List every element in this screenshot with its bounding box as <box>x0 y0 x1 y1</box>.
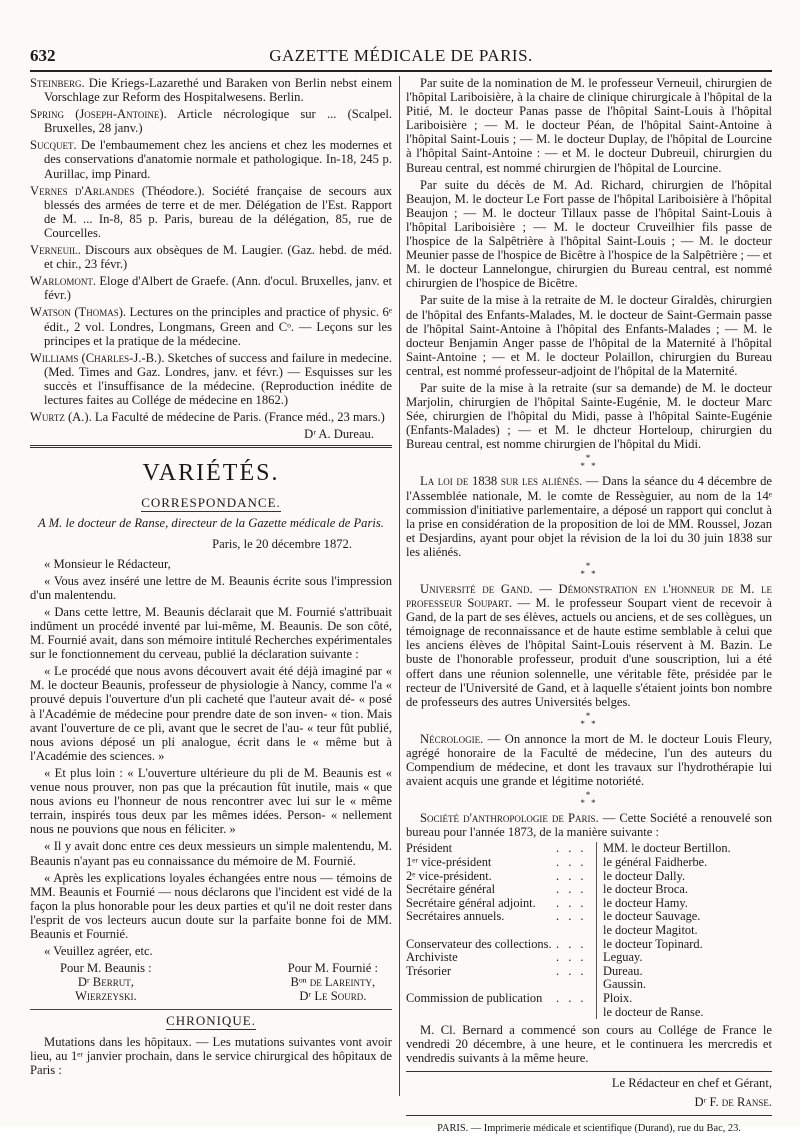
leader-dots: . . . <box>556 868 587 883</box>
entry-text: Discours aux obsèques de M. Laugier. (Gaz. hebd. de méd. et chir., 23 févr.) <box>44 243 392 272</box>
bibliography-list <box>30 76 392 424</box>
correspondance-heading <box>30 496 392 510</box>
officer-role: Conservateur des collections. <box>406 936 552 951</box>
officer-name: Gaussin. <box>597 978 773 992</box>
letter-paragraph: « Et plus loin : « L'ouverture ultérieure du pli de M. Beaunis est « venue nous prouver, non pas que la précaution fût inutile, mais « que nous avions eu l'honneur de nous rencontrer avec lui sur le « même terrain, inspirés tous deux par les mêmes idées. Person- « nellement nous ne pouvions que nous en féliciter. » <box>30 765 392 837</box>
signers-beaunis <box>60 961 152 1003</box>
officer-row <box>406 938 772 952</box>
editor-line: Le Rédacteur en chef et Gérant, <box>611 1076 772 1091</box>
loi-paragraph <box>406 474 772 559</box>
bibliography-entry <box>30 76 392 104</box>
officer-role: Trésorier <box>406 963 451 978</box>
separator-stars: * * * <box>580 453 598 472</box>
footer-divider <box>406 1071 772 1072</box>
entry-author: Williams (Charles-J.-B.). <box>30 350 165 365</box>
officer-name: le docteur Magitot. <box>597 924 773 938</box>
mutation-paragraph: Par suite du décès de M. Ad. Richard, chirurgien de l'hôpital Beaujon, M. le docteur Le Fort passe de l'hôpital Lariboisière à l'hôpital Beaujon ; — M. le docteur Tillaux passe de l'hôpital Saint-Louis à l'hôpital Lariboisière ; — M. le docteur Cruveilhier fils passe de l'hospice de la Salpêtrière à l'hôpital Saint-Louis ; — M. le docteur Meunier passe de l'hospice de Bicêtre à l'hospice de la Salpêtrière ; — et M. le docteur Lannelongue, chirurgien du Bureau central, est nommé chirurgien de l'hospice de Bicêtre. <box>406 177 772 291</box>
officer-role: Commission de publication <box>406 990 543 1005</box>
letter-paragraph: « Monsieur le Rédacteur, <box>44 556 171 571</box>
separator-stars: * * * <box>580 561 598 579</box>
signers-fournie <box>288 961 378 1003</box>
officer-row <box>406 842 772 856</box>
leader-dots: . . . <box>556 909 587 924</box>
officer-role: Secrétaire général <box>406 882 496 897</box>
bibliography-entry <box>30 410 392 424</box>
officer-name: Dureau. <box>597 965 773 979</box>
mutations-list <box>406 76 772 451</box>
bibliography-signature: Dʳ A. Dureau. <box>304 427 374 442</box>
signer-name: Dʳ Berrut, <box>77 975 134 990</box>
letter-paragraph: « Dans cette lettre, M. Beaunis déclarait que M. Fournié s'attribuait indûment un procédé inventé par lui-même, M. Beaunis. De son côté, M. Fournié avait, dans son mémoire intitulé Recherches expérimentales sur le fonctionnement du cerveau, publié la déclaration suivante : <box>30 604 392 662</box>
bibliography-entry <box>30 243 392 271</box>
officer-role: Secrétaire général adjoint. <box>406 895 536 910</box>
letter-address: A M. le docteur de Ranse, directeur de la Gazette médicale de Paris. <box>38 516 384 531</box>
right-column <box>406 76 772 1136</box>
necrologie-paragraph <box>406 732 772 788</box>
entry-author: Verneuil. <box>30 243 81 258</box>
leader-dots: . . . <box>556 882 587 897</box>
officer-row <box>406 1006 772 1020</box>
societe-paragraph <box>406 811 772 839</box>
leader-dots: . . . <box>556 855 587 869</box>
entry-author: Watson (Thomas). <box>30 305 127 320</box>
officer-name: le docteur Dally. <box>597 870 773 884</box>
necrologie-text: — On annonce la mort de M. le docteur Louis Fleury, agrégé honoraire de la Faculté de médecine, l'un des auteurs du Compendium de médecine, et dont les travaux sur l'hydrothérapie lui avaient acquis une grande et légitime notoriété. <box>406 731 772 789</box>
mutation-paragraph: Par suite de la mise à la retraite (sur sa demande) de M. le docteur Marjolin, chirurgien de l'hôpital Sainte-Eugénie, M. le docteur Marc Sée, chirurgien de l'hôpital du Midi, passe à l'hôpital Sainte-Eugénie (Enfants-Malades) ; — et M. le dhcteur Horteloup, chirurgien du Bureau central, est nomme chirurgien de l'hôpital du Midi. <box>406 380 772 452</box>
societe-text: — Cette Société a renouvelé son bureau pour l'année 1873, de la manière suivante : <box>406 811 772 840</box>
officer-row <box>406 883 772 897</box>
officer-name: le docteur Broca. <box>597 883 773 897</box>
gand-heading: Université de Gand. — Démonstration en l'honneur de M. le professeur Soupart. <box>406 582 772 611</box>
left-column <box>30 76 392 1080</box>
officer-role: Archiviste <box>406 950 458 965</box>
entry-author: Steinberg. <box>30 76 85 90</box>
section-divider <box>30 445 392 448</box>
separator-stars: * * * <box>580 710 598 729</box>
signers-heading: Pour M. Fournié : <box>287 961 378 976</box>
letter-date: Paris, le 20 décembre 1872. <box>212 536 352 551</box>
letter-signers <box>30 961 392 1003</box>
leader-dots: . . . <box>556 841 587 856</box>
officer-row <box>406 924 772 938</box>
bibliography-entry <box>30 305 392 347</box>
entry-text: Sketches of success and failure in medecine. (Med. Times and Gaz. Londres, janv. et févr.) — Esquisses sur les succès et l'insuffisance de la médecine. (Reproduction inédite de lectures faites au Collége de médecine en 1862.) <box>44 350 392 407</box>
gand-paragraph <box>406 582 772 709</box>
bibliography-entry <box>30 138 392 180</box>
bibliography-entry <box>30 351 392 407</box>
chronique-heading <box>30 1014 392 1028</box>
chronique-label: CHRONIQUE. <box>166 1013 256 1029</box>
signer-name: Dʳ Le Sourd. <box>299 989 367 1004</box>
officer-row <box>406 910 772 924</box>
entry-text: De l'embaumement chez les anciens et chez les modernes et des conservations d'anatomie normale et pathologique. In-18, 245 p. Aurillac, imp Pinard. <box>44 138 392 181</box>
officer-row <box>406 978 772 992</box>
officer-role: 1ᵉʳ vice-président <box>406 855 492 869</box>
officer-role: 2ᵉ vice-président. <box>406 868 492 883</box>
officer-role <box>406 1006 556 1020</box>
divider <box>30 1009 392 1010</box>
entry-text: Die Kriegs-Lazarethé und Baraken von Berlin nebst einem Vorschlage zur Reform des Hospitalwesens. Berlin. <box>44 76 392 105</box>
entry-text: Article nécrologique sur ... (Scalpel. Bruxelles, 28 janv.) <box>44 107 392 136</box>
entry-author: Warlomont. <box>30 274 97 289</box>
leader-dots: . . . <box>556 895 587 910</box>
letter-paragraph: « Après les explications loyales échangées entre nous — témoins de MM. Beaunis et Fournié — nous déclarons que l'incident est vidé de la façon la plus honorable pour les deux parties et qu'il ne doit rester dans l'esprit de vos lecteurs aucun doute sur la parfaite bonne foi de MM. Beaunis et Fournié. <box>30 870 392 941</box>
officer-row <box>406 870 772 884</box>
varietes-heading: VARIÉTÉS. <box>142 460 280 487</box>
officer-row <box>406 897 772 911</box>
officer-name: MM. le docteur Bertillon. <box>597 842 773 856</box>
entry-text: Lectures on the principles and practice of physic. 6ᵉ édit., 2 vol. Londres, Longmans, Green and Cᵒ. — Leçons sur les principes et la pratique de la médecine. <box>44 305 392 348</box>
correspondance-label: CORRESPONDANCE. <box>141 495 281 511</box>
officer-role <box>406 978 556 992</box>
separator-stars: * * * <box>580 790 598 809</box>
officers-table <box>406 842 772 1019</box>
officer-row <box>406 965 772 979</box>
officer-row <box>406 951 772 965</box>
letter-paragraph: « Veuillez agréer, etc. <box>44 944 153 959</box>
bibliography-entry <box>30 184 392 240</box>
loi-heading: La loi de 1838 sur les aliénés. <box>420 474 583 489</box>
mutation-paragraph: Par suite de la nomination de M. le professeur Verneuil, chirurgien de l'hôpital Lariboisière, à la chaire de clinique chirurgicale à l'hôpital de la Pitié, M. le docteur Panas passe de l'hôpital Saint-Louis à l'hôpital Lariboisière ; — M. le docteur Péan, de l'hôpital Saint-Antoine à l'hôpital Saint-Louis ; — M. le docteur Duplay, de l'hôpital de Lourcine à l'hôpital Saint-Antoine : — et M. le docteur Dubreuil, chirurgien du Bureau central, est nommé chirurgien de l'hôpital de Lourcine. <box>406 76 772 175</box>
officer-name: le docteur Hamy. <box>597 897 773 911</box>
letter-paragraph: « Vous avez inséré une lettre de M. Beaunis écrite sous l'impression d'un malentendu. <box>30 573 392 602</box>
bibliography-entry <box>30 274 392 302</box>
officer-name: le docteur de Ranse. <box>597 1006 773 1020</box>
entry-text: (Théodore.). Société française de secours aux blessés des armées de terre et de mer. Délégation de l'Est. Rapport de M. ... In-8, 85 p. Paris, bureau de la délégation, 85, rue de Courcelles. <box>44 183 392 240</box>
signer-name: Wierzeyski. <box>75 989 137 1004</box>
bibliography-entry <box>30 107 392 135</box>
loi-text: — Dans la séance du 4 décembre de l'Assemblée nationale, M. le comte de Ressèguier, au nom de la 14ᵉ commission d'initiative parlementaire, a déposé un rapport qui conclut à la prise en considération de la proposition de loi de MM. Roussel, Jozan et Desjardins, ayant pour objet la révision de la loi du 30 juin 1838 sur les aliénés. <box>406 474 772 559</box>
letter-body <box>30 557 392 959</box>
entry-author: Wurtz (A.). <box>30 410 92 425</box>
footer-divider <box>406 1115 772 1116</box>
officer-row <box>406 992 772 1006</box>
letter-paragraph: « Il y avait donc entre ces deux messieurs un simple malentendu, M. Beaunis n'ayant pas eu connaissance du mémoire de M. Fournié. <box>30 839 392 868</box>
gand-text: — M. le professeur Soupart vient de recevoir à Gand, de la part de ses élèves, actuels ou anciens, et de ses collègues, un témoignage de reconnaissance et de haute estime semblable à celui que les anciens élèves de l'hôpital Saint-Louis réservent à M. Bazin. Le buste de l'honorable professeur, produit d'une souscription, lui a été offert dans une réunion solennelle, une véritable fête, présidée par le recteur de l'Université de Gand, et à laquelle s'étaient joints bon nombre de professeurs des autres Universités belges. <box>406 596 773 709</box>
entry-text: Eloge d'Albert de Graefe. (Ann. d'ocul. Bruxelles, janv. et févr.) <box>44 274 392 303</box>
officer-role: Secrétaires annuels. <box>406 909 505 924</box>
entry-author: Sucquet. <box>30 138 77 153</box>
societe-heading: Société d'anthropologie de Paris. <box>420 811 599 826</box>
entry-author: Vernes d'Arlandes <box>30 183 135 198</box>
printer-line: PARIS. — Imprimerie médicale et scientifique (Durand), rue du Bac, 23. <box>437 1122 741 1134</box>
letter-paragraph: « Le procédé que nous avons découvert avait été déjà imaginé par « M. le docteur Beaunis, professeur de physiologie à Nancy, comme l'a « prouvé depuis l'ouverture d'un pli cacheté que l'auteur avait dé- « posé à l'Académie de médecine pour prendre date de son inven- « tion. Mais avant l'ouverture de ce pli, avant que le secret de l'au- « teur fût publié, nous avions déposé un pli analogue, écrit dans le « même but à l'Académie des sciences. » <box>30 664 392 763</box>
signer-name: Bᵒⁿ de Lareinty, <box>290 975 376 990</box>
leader-dots: . . . <box>556 963 587 978</box>
leader-dots: . . . <box>556 950 587 965</box>
officer-name: Ploix. <box>597 992 773 1006</box>
officer-name: Leguay. <box>597 951 773 965</box>
column-divider <box>399 76 400 1096</box>
mutations-paragraph: Mutations dans les hôpitaux. — Les mutations suivantes vont avoir lieu, au 1ᵉʳ janvier prochain, dans le service chirurgical des hôpitaux de Paris : <box>30 1034 392 1077</box>
leader-dots <box>556 924 597 938</box>
leader-dots: . . . <box>556 936 587 951</box>
entry-text: La Faculté de médecine de Paris. (France méd., 23 mars.) <box>91 410 385 425</box>
officer-row <box>406 856 772 870</box>
leader-dots: . . . <box>556 990 587 1005</box>
page-header <box>30 44 772 72</box>
entry-author: Spring (Joseph-Antoine). <box>30 107 167 122</box>
bernard-paragraph: M. Cl. Bernard a commencé son cours au Collége de France le vendredi 20 décembre, à une heure, et le continuera les mercredis et vendredis suivants à la même heure. <box>406 1023 772 1066</box>
leader-dots <box>556 978 597 992</box>
officer-role: Président <box>406 841 453 856</box>
signers-heading: Pour M. Beaunis : <box>60 961 152 976</box>
mutation-paragraph: Par suite de la mise à la retraite de M. le docteur Giraldès, chirurgien de l'hôpital des Enfants-Malades, M. le docteur de Saint-Germain passe de l'hôpital Saint-Antoine à l'hôpital des Enfants-Malades ; — M. le docteur Benjamin Anger passe de l'hôpital de la Maternité à l'hôpital Saint-Antoine ; — et M. le docteur Polaillon, chirurgien du Bureau central, est nommé professeur-adjoint de l'hôpital de la Maternité. <box>406 293 772 378</box>
officer-role <box>406 924 556 938</box>
officer-name: le docteur Sauvage. <box>597 910 773 924</box>
officer-name: le docteur Topinard. <box>597 938 773 952</box>
necrologie-heading: Nécrologie. <box>420 731 484 746</box>
page-number: 632 <box>30 46 56 65</box>
officer-name: le général Faidherbe. <box>597 856 773 870</box>
editor-name: Dʳ F. de Ranse. <box>694 1094 772 1109</box>
leader-dots <box>556 1006 597 1020</box>
journal-title: GAZETTE MÉDICALE DE PARIS. <box>269 46 533 65</box>
